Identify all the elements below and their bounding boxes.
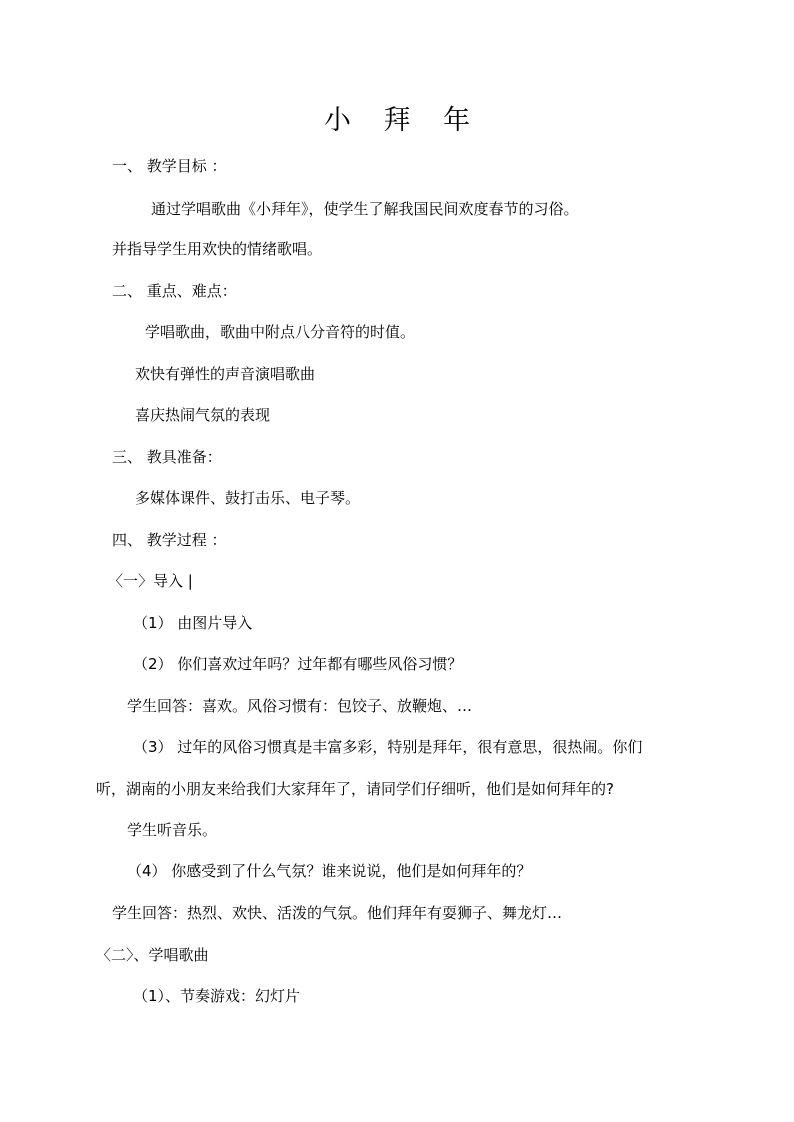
paragraph-line: 喜庆热闹气氛的表现 xyxy=(135,406,271,424)
section-heading-materials: 三、 教具准备： xyxy=(112,448,222,466)
list-item: （1）、节奏游戏：幻灯片 xyxy=(133,987,301,1005)
list-item: （1） 由图片导入 xyxy=(133,614,253,632)
list-item: （4） 你感受到了什么气氛？谁来说说，他们是如何拜年的？ xyxy=(127,862,532,880)
paragraph-line: 通过学唱歌曲《小拜年》，使学生了解我国民间欢度春节的习俗。 xyxy=(151,200,579,218)
list-item: （2） 你们喜欢过年吗？过年都有哪些风俗习惯？ xyxy=(133,655,463,673)
paragraph-line: 并指导学生用欢快的情绪歌唱。 xyxy=(112,240,323,258)
list-item: （3） 过年的风俗习惯真是丰富多彩，特别是拜年，很有意思，很热闹。你们 xyxy=(133,738,643,756)
paragraph-line: 学生回答：热烈、欢快、活泼的气氛。他们拜年有耍狮子、舞龙灯… xyxy=(112,904,563,922)
paragraph-line: 学生回答：喜欢。风俗习惯有：包饺子、放鞭炮、… xyxy=(127,697,473,715)
paragraph-line: 多媒体课件、鼓打击乐、电子琴。 xyxy=(135,489,361,507)
paragraph-line: 欢快有弹性的声音演唱歌曲 xyxy=(135,365,316,383)
subsection-heading-intro: 〈一〉导入 | xyxy=(108,572,193,590)
document-title: 小 拜 年 xyxy=(323,105,483,136)
section-heading-process: 四、 教学过程 ： xyxy=(112,531,227,549)
section-heading-objectives: 一、 教学目标 ： xyxy=(112,157,227,175)
subsection-heading-learn-song: 〈二〉、学唱歌曲 xyxy=(96,946,209,964)
paragraph-line: 学唱歌曲，歌曲中附点八分音符的时值。 xyxy=(145,323,416,341)
paragraph-line: 听，湖南的小朋友来给我们大家拜年了，请同学们仔细听，他们是如何拜年的? xyxy=(96,780,614,798)
section-heading-key-points: 二、 重点、难点： xyxy=(112,282,237,300)
paragraph-line: 学生听音乐。 xyxy=(127,821,218,839)
